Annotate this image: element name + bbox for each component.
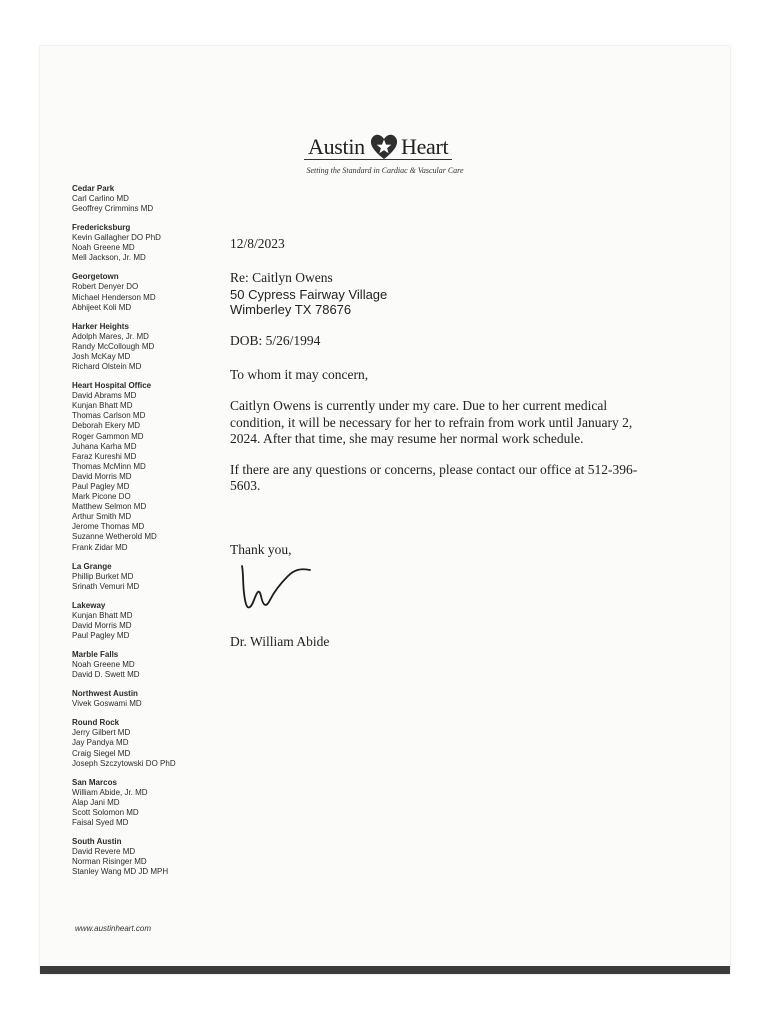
- doctor-name: Deborah Ekery MD: [72, 421, 141, 431]
- dob-line: DOB: 5/26/1994: [230, 333, 321, 348]
- signature-image: [236, 562, 328, 618]
- doctor-name: Phillip Burket MD: [72, 571, 134, 581]
- office-block: [72, 718, 222, 768]
- doctor-name: Norman Risinger MD: [72, 857, 147, 867]
- doctor-name: David Abrams MD: [72, 391, 137, 401]
- office-name: La Grange: [72, 561, 112, 571]
- office-block: [72, 223, 222, 263]
- doctor-name: Stanley Wang MD JD MPH: [72, 867, 169, 877]
- re-line: Re: Caitlyn Owens: [230, 270, 333, 285]
- logo-word-heart: Heart: [401, 134, 449, 159]
- body-paragraph-1: Caitlyn Owens is currently under my care. Due to her current medical condition, it will be necessary for her to refrain from work until January 2, 2024. After that time, she may resume her normal work schedule.: [230, 398, 633, 446]
- salutation: To whom it may concern,: [230, 367, 369, 382]
- doctor-name: Vivek Goswami MD: [72, 699, 142, 709]
- doctor-name: David D. Swett MD: [72, 670, 140, 680]
- office-name: San Marcos: [72, 777, 117, 787]
- doctor-name: David Morris MD: [72, 471, 132, 481]
- doctor-name: Mell Jackson, Jr. MD: [72, 253, 146, 263]
- doctor-name: Noah Greene MD: [72, 660, 135, 670]
- doctor-name: Thomas Carlson MD: [72, 411, 146, 421]
- signer-name: Dr. William Abide: [230, 634, 330, 649]
- letter-body: [230, 398, 650, 509]
- website-url: www.austinheart.com: [75, 924, 152, 933]
- logo-tagline: Setting the Standard in Cardiac & Vascular Care: [306, 166, 464, 175]
- office-directory: [72, 184, 222, 886]
- doctor-name: Arthur Smith MD: [72, 512, 132, 522]
- office-block: [72, 184, 222, 214]
- doctor-name: Faraz Kureshi MD: [72, 451, 137, 461]
- office-name: Marble Falls: [72, 650, 119, 660]
- address-line-2: Wimberley TX 78676: [230, 302, 352, 317]
- doctor-name: Kunjan Bhatt MD: [72, 610, 133, 620]
- doctor-name: William Abide, Jr. MD: [72, 787, 148, 797]
- scan-bottom-edge: [40, 966, 730, 974]
- doctor-name: Alap Jani MD: [72, 797, 120, 807]
- office-name: Heart Hospital Office: [72, 381, 152, 391]
- doctor-name: Mark Picone DO: [72, 492, 131, 502]
- doctor-name: Suzanne Wetherold MD: [72, 532, 157, 542]
- doctor-name: Scott Solomon MD: [72, 807, 139, 817]
- office-name: Fredericksburg: [72, 223, 131, 233]
- doctor-name: Richard Olstein MD: [72, 362, 142, 372]
- doctor-name: Geoffrey Crimmins MD: [72, 204, 154, 214]
- office-block: [72, 650, 222, 680]
- doctor-name: Srinath Vemuri MD: [72, 581, 140, 591]
- doctor-name: Kevin Gallagher DO PhD: [72, 233, 161, 243]
- office-block: [72, 689, 222, 709]
- doctor-name: Craig Siegel MD: [72, 748, 131, 758]
- body-paragraph-2: If there are any questions or concerns, please contact our office at 512-396-5603.: [230, 461, 638, 493]
- office-block: [72, 272, 222, 312]
- logo-word-austin: Austin: [308, 134, 365, 159]
- office-name: Harker Heights: [72, 321, 129, 331]
- doctor-name: Thomas McMinn MD: [72, 461, 146, 471]
- doctor-name: Randy McCollough MD: [72, 341, 155, 351]
- doctor-name: Paul Pagley MD: [72, 481, 130, 491]
- closing: Thank you,: [230, 542, 292, 557]
- doctor-name: Josh McKay MD: [72, 351, 131, 361]
- heart-star-icon: [369, 132, 399, 162]
- doctor-name: Michael Henderson MD: [72, 292, 156, 302]
- office-name: Cedar Park: [72, 184, 115, 193]
- doctor-name: Faisal Syed MD: [72, 818, 129, 828]
- office-name: Northwest Austin: [72, 689, 138, 699]
- office-block: [72, 778, 222, 828]
- doctor-name: Jerome Thomas MD: [72, 522, 145, 532]
- doctor-name: Jay Pandya MD: [72, 738, 129, 748]
- doctor-name: Carl Carlino MD: [72, 194, 129, 203]
- doctor-name: Robert Denyer DO: [72, 282, 139, 292]
- address-line-1: 50 Cypress Fairway Village: [230, 287, 388, 302]
- doctor-name: Abhijeet Koli MD: [72, 302, 132, 312]
- doctor-name: Adolph Mares, Jr. MD: [72, 331, 149, 341]
- doctor-name: Kunjan Bhatt MD: [72, 401, 133, 411]
- office-block: [72, 601, 222, 641]
- doctor-name: Joseph Szczytowski DO PhD: [72, 758, 176, 768]
- doctor-name: Jerry Gilbert MD: [72, 728, 131, 738]
- office-block: [72, 381, 222, 553]
- letter-date: 12/8/2023: [230, 236, 285, 251]
- doctor-name: Noah Greene MD: [72, 243, 135, 253]
- doctor-name: Juhana Karha MD: [72, 441, 137, 451]
- doctor-name: David Revere MD: [72, 847, 136, 857]
- office-block: [72, 322, 222, 372]
- office-block: [72, 837, 222, 877]
- doctor-name: Roger Gammon MD: [72, 431, 144, 441]
- doctor-name: Paul Pagley MD: [72, 631, 130, 640]
- austin-heart-logo: [288, 132, 484, 180]
- office-block: [72, 562, 222, 592]
- doctor-name: Frank Zidar MD: [72, 542, 128, 552]
- doctor-name: David Morris MD: [72, 620, 132, 630]
- office-name: Round Rock: [72, 718, 120, 728]
- office-name: South Austin: [72, 837, 122, 847]
- office-name: Lakeway: [72, 600, 106, 610]
- doctor-name: Matthew Selmon MD: [72, 502, 147, 512]
- logo-underline: [304, 159, 452, 160]
- office-name: Georgetown: [72, 272, 119, 282]
